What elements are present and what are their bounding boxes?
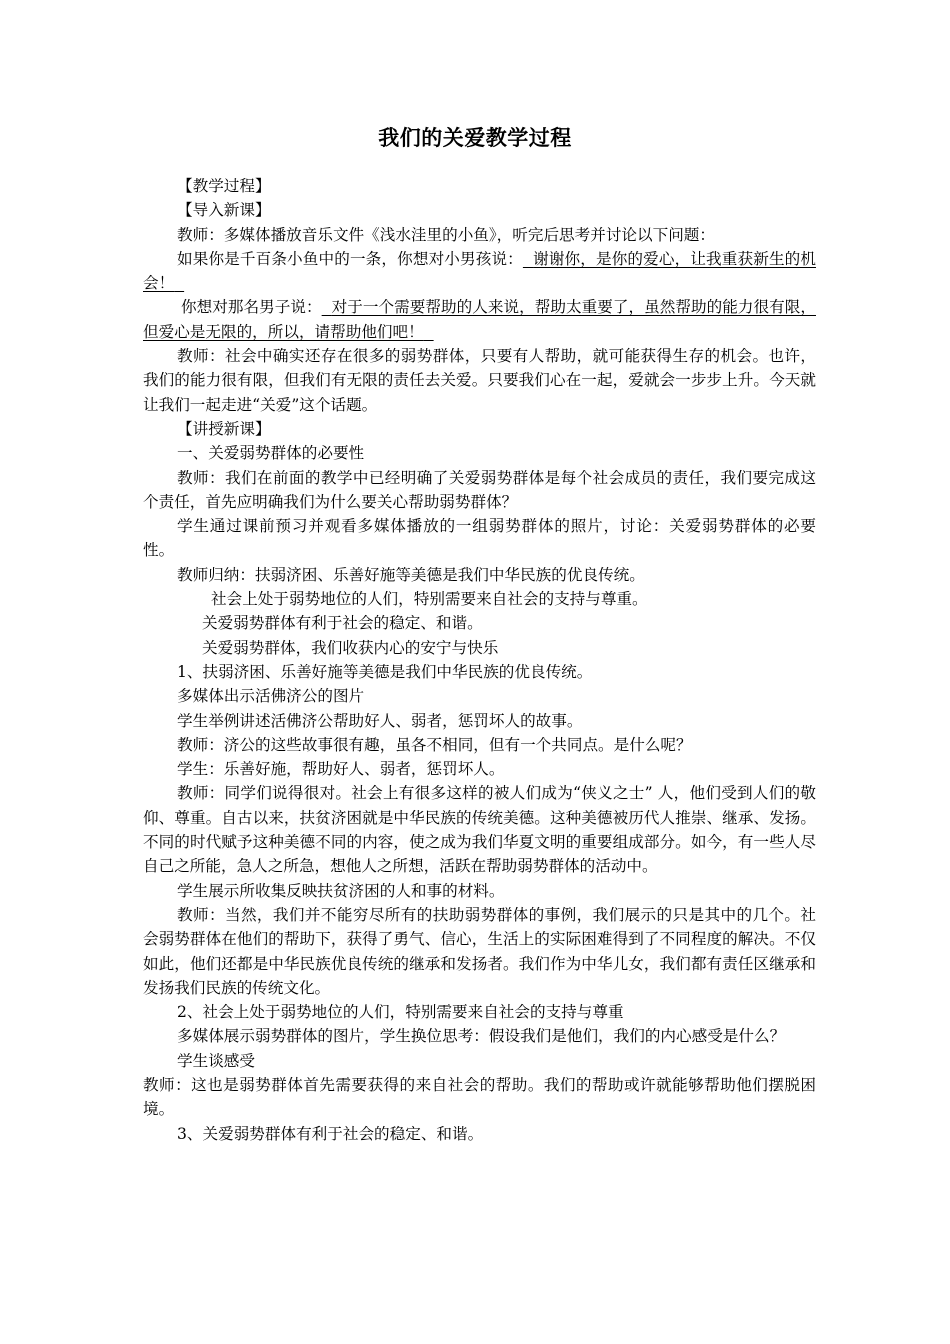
answer-text: 对于一个需要帮助的人来说，帮助太重要了，虽然帮助的能力很有限，但爱心是无限的，所以，请帮助他们吧！ [143,298,816,341]
paragraph-question-2 [143,295,816,344]
section-heading-intro: 【导入新课】 [177,201,271,220]
paragraph: 教师：济公的这些故事很有趣，虽各不相同，但有一个共同点。是什么呢？ [177,735,692,754]
paragraph: 教师：同学们说得很对。社会上有很多这样的被人们成为“侠义之士” 人，他们受到人们的敬仰、尊重。自古以来，扶贫济困就是中华民族的传统美德。这种美德被历代人推崇、继承、发扬。不同的时代赋予这种美德不同的内容，使之成为我们华夏文明的重要组成部分。如今，有一些人尽自己之所能，急人之所急，想他人之所想，活跃在帮助弱势群体的活动中。 [143,784,816,876]
paragraph-question-1 [143,247,816,296]
question-text: 如果你是千百条小鱼中的一条，你想对小男孩说： [177,249,523,268]
page-title: 我们的关爱教学过程 [378,126,572,150]
section-heading-new: 【讲授新课】 [177,419,271,438]
paragraph: 教师：这也是弱势群体首先需要获得的来自社会的帮助。我们的帮助或许就能够帮助他们摆脱困境。 [143,1075,816,1119]
point-heading: 1、扶弱济困、乐善好施等美德是我们中华民族的优良传统。 [177,662,593,681]
paragraph: 教师：当然，我们并不能穷尽所有的扶助弱势群体的事例，我们展示的只是其中的几个。社会弱势群体在他们的帮助下，获得了勇气、信心，生活上的实际困难得到了不同程度的解决。不仅如此，他们还都是中华民族优良传统的继承和发扬者。我们作为中华儿女，我们都有责任区继承和发扬我们民族的传统文化。 [143,905,816,997]
paragraph: 学生举例讲述活佛济公帮助好人、弱者，惩罚坏人的故事。 [177,711,583,730]
paragraph: 学生谈感受 [177,1051,255,1070]
paragraph: 教师归纳：扶弱济困、乐善好施等美德是我们中华民族的优良传统。 [177,565,645,584]
paragraph: 教师：社会中确实还存在很多的弱势群体，只要有人帮助，就可能获得生存的机会。也许，我们的能力很有限，但我们有无限的责任去关爱。只要我们心在一起，爱就会一步步上升。今天就让我们一起走进“关爱”这个话题。 [143,347,816,414]
point-heading: 2、社会上处于弱势地位的人们，特别需要来自社会的支持与尊重 [177,1003,624,1022]
paragraph: 学生展示所收集反映扶贫济困的人和事的材料。 [177,881,505,900]
paragraph: 多媒体出示活佛济公的图片 [177,687,365,706]
paragraph: 教师：多媒体播放音乐文件《浅水洼里的小鱼》，听完后思考并讨论以下问题： [177,225,715,244]
answer-text: 谢谢你，是你的爱心，让我重获新生的机会！ [143,249,816,293]
document-body [143,174,816,1146]
point-heading: 3、关爱弱势群体有利于社会的稳定、和谐。 [177,1124,484,1143]
summary-item: 关爱弱势群体，我们收获内心的安宁与快乐 [202,638,499,657]
subheading: 一、关爱弱势群体的必要性 [177,444,365,463]
paragraph: 学生：乐善好施，帮助好人、弱者，惩罚坏人。 [177,760,505,779]
section-heading-process: 【教学过程】 [177,177,271,195]
summary-item: 关爱弱势群体有利于社会的稳定、和谐。 [202,614,483,633]
paragraph: 教师：我们在前面的教学中已经明确了关爱弱势群体是每个社会成员的责任，我们要完成这个责任，首先应明确我们为什么要关心帮助弱势群体？ [143,468,816,511]
question-text: 你想对那名男子说： [181,298,322,317]
paragraph: 多媒体展示弱势群体的图片，学生换位思考：假设我们是他们，我们的内心感受是什么？ [177,1027,786,1046]
paragraph: 学生通过课前预习并观看多媒体播放的一组弱势群体的照片，讨论：关爱弱势群体的必要性。 [143,517,816,560]
summary-item: 社会上处于弱势地位的人们，特别需要来自社会的支持与尊重。 [211,590,648,609]
